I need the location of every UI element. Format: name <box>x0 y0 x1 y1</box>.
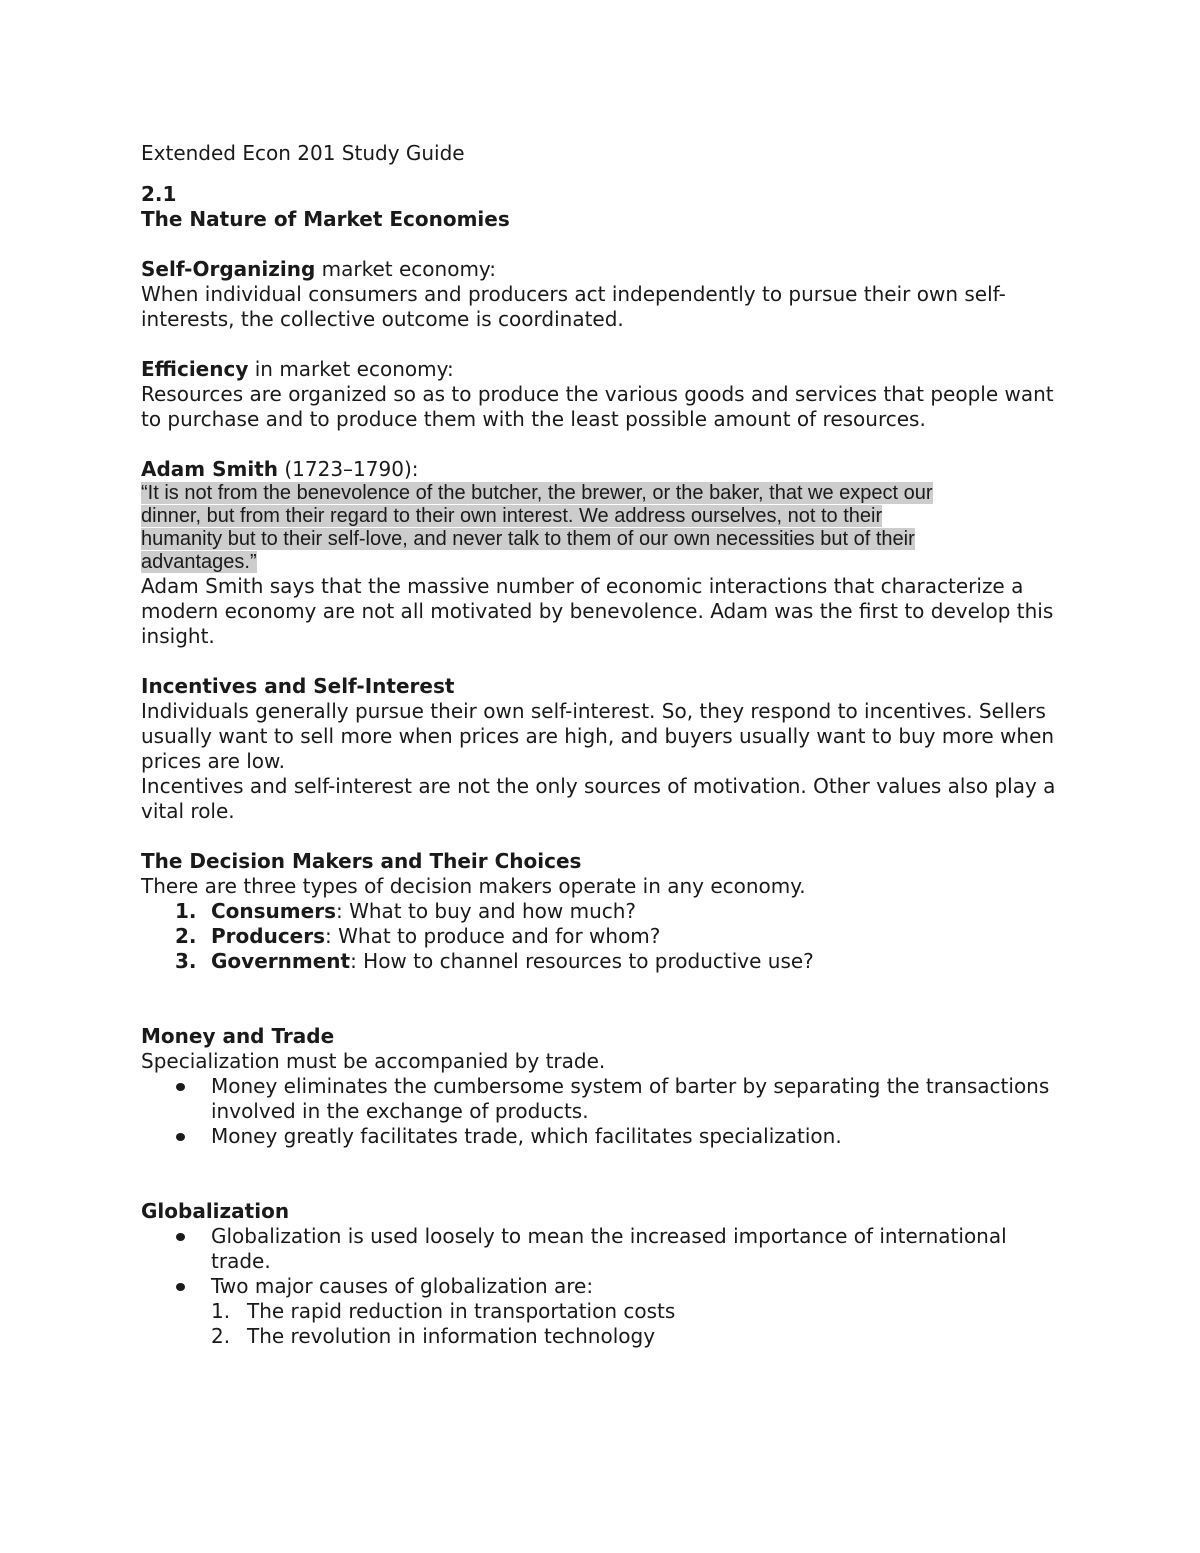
money-bullet-list <box>141 1074 1071 1149</box>
incentives-body-2: Incentives and self-interest are not the only sources of motivation. Other values also play a vital role. <box>141 774 1056 823</box>
efficiency-body: Resources are organized so as to produce the various goods and services that people want to purchase and to produce them with the least possible amount of resources. <box>141 382 1054 431</box>
list-item: 2. The revolution in information technology <box>211 1324 656 1348</box>
incentives-body-1: Individuals generally pursue their own self-interest. So, they respond to incentives. Sellers usually want to sell more when prices are high, and buyers usually want to buy more when prices are low. <box>141 699 1055 773</box>
list-item: Globalization is used loosely to mean the increased importance of international trade. <box>141 1224 1071 1274</box>
globalization-bullet-list <box>141 1224 1071 1299</box>
money-intro: Specialization must be accompanied by trade. <box>141 1049 606 1073</box>
globalization-heading: Globalization <box>141 1199 290 1223</box>
adam-smith-heading: Adam Smith (1723–1790): <box>141 457 419 481</box>
self-organizing-heading: Self-Organizing market economy: <box>141 257 497 281</box>
list-item: 1. Consumers: What to buy and how much? <box>175 899 637 923</box>
quote-line: “It is not from the benevolence of the butcher, the brewer, or the baker, that we expect our <box>141 482 933 504</box>
quote-line: humanity but to their self-love, and never talk to them of our own necessities but of their <box>141 528 915 550</box>
adam-smith-body: Adam Smith says that the massive number of economic interactions that characterize a modern economy are not all motivated by benevolence. Adam was the first to develop this insight. <box>141 574 1054 648</box>
adam-smith-quote <box>141 482 1071 574</box>
document-title: Extended Econ 201 Study Guide <box>141 141 465 165</box>
decision-heading: The Decision Makers and Their Choices <box>141 849 582 873</box>
money-heading: Money and Trade <box>141 1024 335 1048</box>
list-item: Money eliminates the cumbersome system of barter by separating the transactions involved in the exchange of products. <box>141 1074 1071 1124</box>
section-number: 2.1 <box>141 182 177 206</box>
quote-line: dinner, but from their regard to their own interest. We address ourselves, not to their <box>141 505 883 527</box>
self-organizing-body: When individual consumers and producers act independently to pursue their own self-interests, the collective outcome is coordinated. <box>141 282 1006 331</box>
section-title: The Nature of Market Economies <box>141 207 510 231</box>
list-item: 3. Government: How to channel resources to productive use? <box>175 949 814 973</box>
list-item: Money greatly facilitates trade, which facilitates specialization. <box>141 1124 1071 1149</box>
document-body <box>141 141 1071 1349</box>
decision-intro: There are three types of decision makers operate in any economy. <box>141 874 806 898</box>
globalization-causes-list <box>141 1299 1071 1349</box>
efficiency-heading: Efficiency in market economy: <box>141 357 454 381</box>
decision-makers-list <box>141 899 1071 974</box>
list-item: 1. The rapid reduction in transportation costs <box>211 1299 676 1323</box>
quote-line: advantages.” <box>141 551 257 573</box>
incentives-heading: Incentives and Self-Interest <box>141 674 455 698</box>
list-item: 2. Producers: What to produce and for whom? <box>175 924 661 948</box>
list-item: Two major causes of globalization are: <box>141 1274 1071 1299</box>
